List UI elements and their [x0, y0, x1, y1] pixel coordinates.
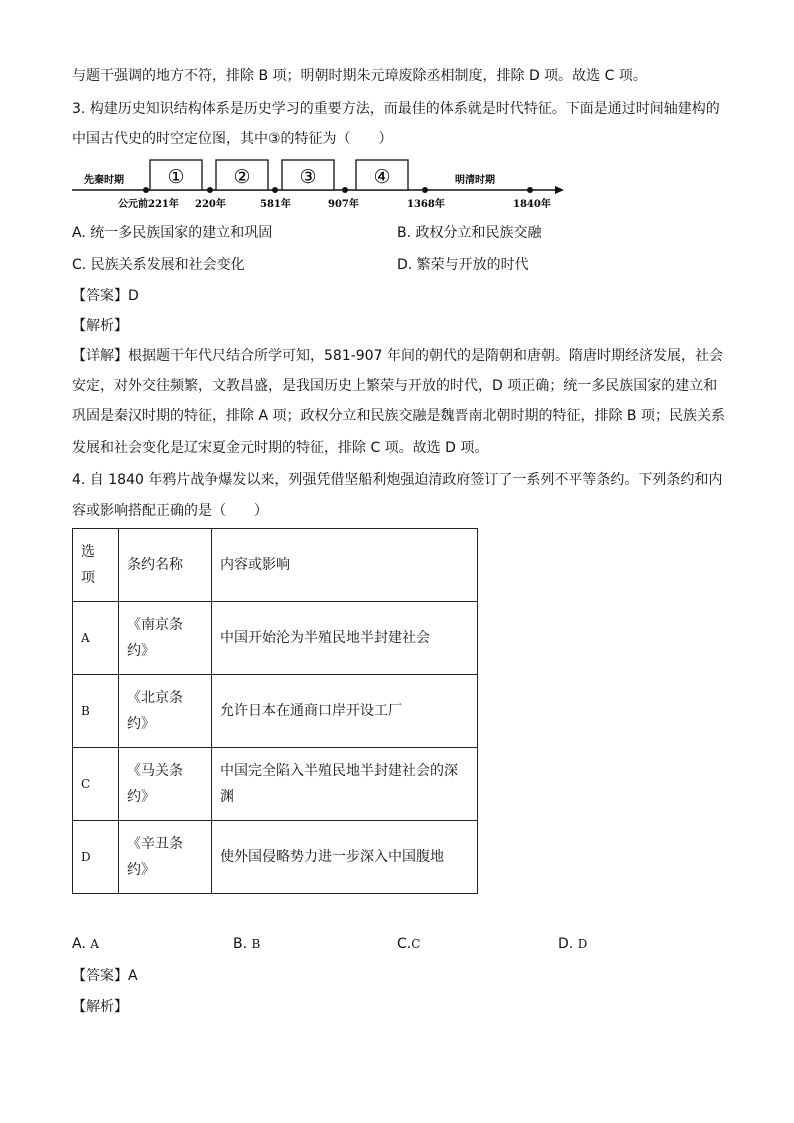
header-option-line2: 项 [81, 570, 95, 586]
q3-option-a: A. 统一多民族国家的建立和巩固 [72, 225, 273, 241]
q4-option-b: B. B [233, 936, 261, 952]
q3-answer: 【答案】D [72, 288, 139, 304]
q3-option-b: B. 政权分立和民族交融 [397, 225, 542, 241]
timeline-box-2-label: ② [233, 166, 251, 188]
row-treaty-name-line1: 《南京条 [127, 617, 183, 633]
row-treaty-name [119, 675, 212, 748]
q4-option-d: D. D [558, 936, 588, 952]
timeline-tick-6: 1840年 [513, 199, 551, 210]
q3-detail-line-3: 巩固是秦汉时期的特征，排除 A 项；政权分立和民族交融是魏晋南北朝时期的特征，排除 B 项；民族关系 [72, 408, 725, 424]
timeline-dot-1 [143, 187, 149, 193]
header-content: 内容或影响 [212, 529, 478, 602]
row-treaty-name-line1: 《辛丑条 [127, 836, 183, 852]
q4-stem-line1: 4. 自 1840 年鸦片战争爆发以来，列强凭借坚船利炮强迫清政府签订了一系列不平等条约。下列条约和内 [72, 472, 723, 488]
table-row [73, 748, 478, 821]
q3-detail-line-1: 【详解】根据题干年代尺结合所学可知，581-907 年间的朝代的是隋朝和唐朝。隋唐时期经济发展，社会 [72, 348, 723, 364]
q3-detail-line-2: 安定，对外交往频繁，文教昌盛，是我国历史上繁荣与开放的时代，D 项正确；统一多民族国家的建立和 [72, 378, 718, 394]
row-content-line2: 渊 [220, 789, 234, 805]
row-content: 允许日本在通商口岸开设工厂 [212, 675, 478, 748]
row-option: C [73, 748, 119, 821]
q4-option-c: C.C [397, 936, 421, 952]
timeline-dot-6 [527, 187, 533, 193]
previous-analysis-line: 与题干强调的地方不符，排除 B 项；明朝时期朱元璋废除丞相制度，排除 D 项。故选 C 项。 [72, 68, 647, 84]
row-treaty-name [119, 602, 212, 675]
row-content [212, 748, 478, 821]
row-option: A [73, 602, 119, 675]
header-option [73, 529, 119, 602]
header-option-line1: 选 [81, 544, 95, 560]
row-treaty-name [119, 748, 212, 821]
q4-analysis-label: 【解析】 [72, 999, 128, 1015]
timeline-right-label: 明清时期 [455, 175, 495, 186]
timeline-tick-5: 1368年 [407, 199, 445, 210]
timeline-tick-4: 907年 [328, 199, 359, 210]
table-row [73, 675, 478, 748]
timeline-box-1-label: ① [167, 166, 185, 188]
timeline-box-4-label: ④ [373, 166, 391, 188]
timeline-tick-3: 581年 [260, 199, 291, 210]
timeline-dot-4 [342, 187, 348, 193]
q3-option-c: C. 民族关系发展和社会变化 [72, 257, 245, 273]
timeline-arrow-icon [555, 186, 564, 194]
q4-option-a: A. A [72, 936, 99, 952]
row-treaty-name [119, 821, 212, 894]
timeline-diagram [70, 155, 570, 215]
timeline-tick-2: 220年 [195, 199, 226, 210]
row-treaty-name-line1: 《马关条 [127, 763, 183, 779]
header-treaty-name: 条约名称 [119, 529, 212, 602]
row-treaty-name-line2: 约》 [127, 862, 155, 878]
table-header-row [73, 529, 478, 602]
timeline-tick-1: 公元前221年 [118, 199, 179, 210]
row-content: 中国开始沦为半殖民地半封建社会 [212, 602, 478, 675]
q3-stem-line2: 中国古代史的时空定位图，其中③的特征为（ ） [72, 131, 393, 147]
row-treaty-name-line1: 《北京条 [127, 690, 183, 706]
table-row [73, 821, 478, 894]
row-option: D [73, 821, 119, 894]
row-treaty-name-line2: 约》 [127, 716, 155, 732]
q3-analysis-label: 【解析】 [72, 318, 128, 334]
row-option: B [73, 675, 119, 748]
timeline-box-3-label: ③ [299, 166, 317, 188]
timeline-dot-3 [272, 187, 278, 193]
table-row [73, 602, 478, 675]
row-treaty-name-line2: 约》 [127, 789, 155, 805]
row-treaty-name-line2: 约》 [127, 643, 155, 659]
timeline-left-label: 先秦时期 [84, 175, 124, 186]
q3-detail-line-4: 发展和社会变化是辽宋夏金元时期的特征，排除 C 项。故选 D 项。 [72, 440, 489, 456]
q3-stem-line1: 3. 构建历史知识结构体系是历史学习的重要方法，而最佳的体系就是时代特征。下面是通过时间轴建构的 [72, 101, 720, 117]
treaty-table [72, 528, 478, 894]
q4-answer: 【答案】A [72, 968, 138, 984]
q4-stem-line2: 容或影响搭配正确的是（ ） [72, 503, 268, 519]
row-content: 使外国侵略势力进一步深入中国腹地 [212, 821, 478, 894]
row-content-line1: 中国完全陷入半殖民地半封建社会的深 [220, 763, 458, 779]
timeline-dot-2 [207, 187, 213, 193]
q3-option-d: D. 繁荣与开放的时代 [397, 257, 529, 273]
timeline-dot-5 [422, 187, 428, 193]
